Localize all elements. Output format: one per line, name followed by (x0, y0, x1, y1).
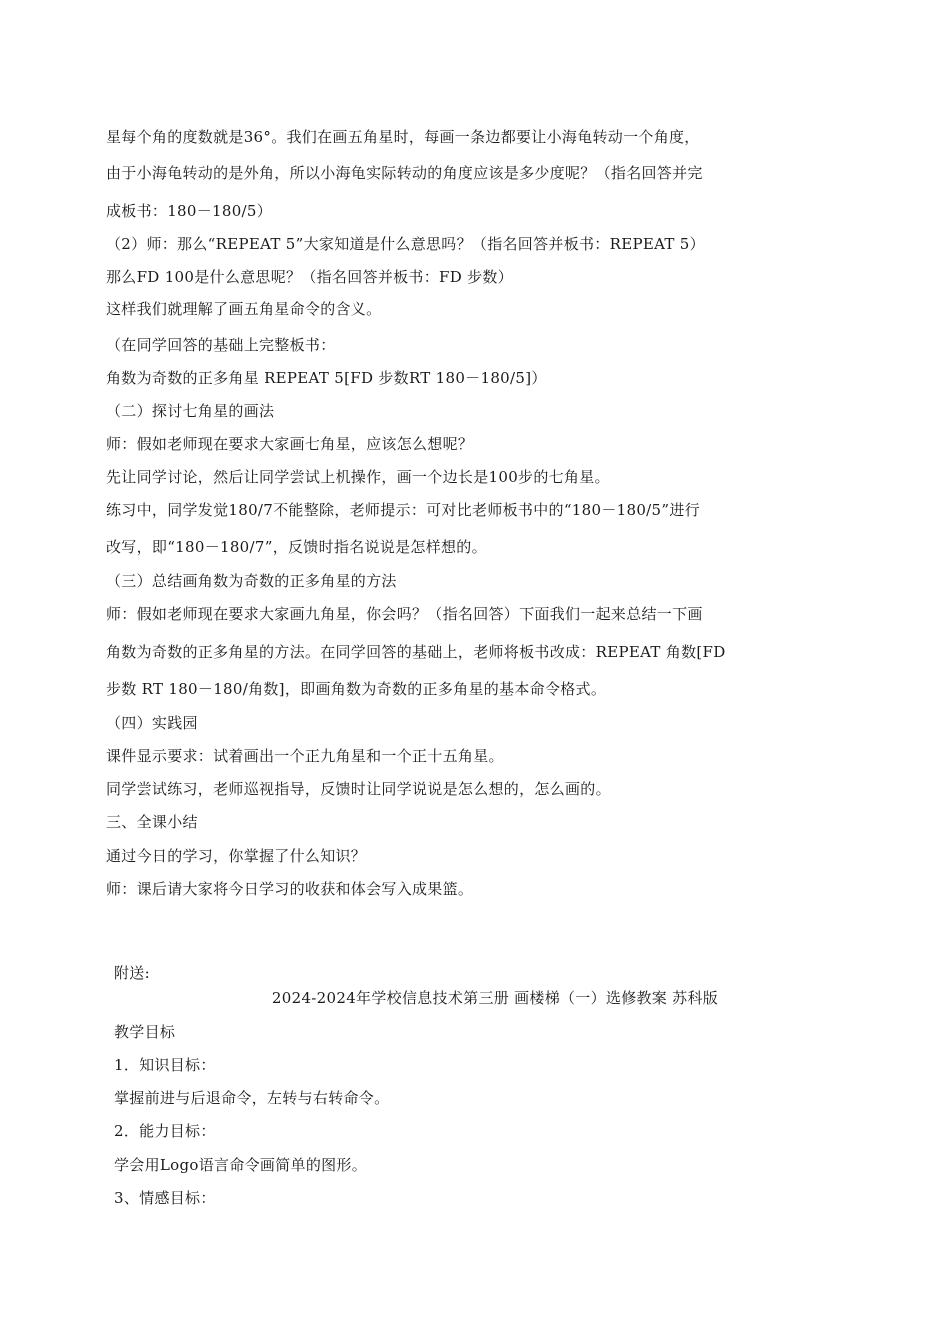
appendix-line: 1．知识目标： (114, 1056, 216, 1074)
appendix-label: 附送: (114, 964, 150, 982)
body-line: 通过今日的学习，你掌握了什么知识？ (106, 847, 367, 865)
body-line: 师：假如老师现在要求大家画九角星，你会吗？（指名回答）下面我们一起来总结一下画 (106, 605, 703, 623)
body-line: 师：课后请大家将今日学习的收获和体会写入成果篮。 (106, 880, 474, 898)
appendix-line: 学会用Logo语言命令画简单的图形。 (114, 1156, 368, 1174)
body-line: 由于小海龟转动的是外角，所以小海龟实际转动的角度应该是多少度呢？（指名回答并完 (106, 164, 703, 182)
body-line: （2）师：那么“REPEAT 5”大家知道是什么意思吗？（指名回答并板书：REPEAT 5） (106, 235, 705, 253)
body-line: 角数为奇数的正多角星 REPEAT 5[FD 步数RT 180－180/5]） (106, 369, 547, 387)
body-line: 改写，即“180－180/7”，反馈时指名说说是怎样想的。 (106, 538, 487, 556)
body-line: 角数为奇数的正多角星的方法。在同学回答的基础上，老师将板书改成：REPEAT 角数[FD (106, 643, 726, 661)
body-line: 步数 RT 180－180/角数]，即画角数为奇数的正多角星的基本命令格式。 (106, 680, 607, 698)
appendix-line: 3、情感目标： (114, 1189, 216, 1207)
appendix-title: 2024-2024年学校信息技术第三册 画楼梯（一）选修教案 苏科版 (271, 989, 719, 1007)
body-line: 同学尝试练习，老师巡视指导，反馈时让同学说说是怎么想的，怎么画的。 (106, 780, 611, 798)
appendix-line: 掌握前进与后退命令，左转与右转命令。 (114, 1089, 390, 1107)
body-line: 成板书：180－180/5） (106, 202, 273, 220)
body-line: 星每个角的度数就是36°。我们在画五角星时，每画一条边都要让小海龟转动一个角度， (106, 128, 700, 146)
body-line: 那么FD 100是什么意思呢？（指名回答并板书：FD 步数） (106, 268, 514, 286)
body-line: 先让同学讨论，然后让同学尝试上机操作，画一个边长是100步的七角星。 (106, 468, 610, 486)
body-line: 师：假如老师现在要求大家画七角星，应该怎么想呢？ (106, 435, 474, 453)
section-heading: （二）探讨七角星的画法 (106, 402, 275, 420)
body-line: 练习中，同学发觉180/7不能整除，老师提示：可对比老师板书中的“180－180/5”进行 (106, 501, 700, 519)
section-heading: 三、全课小结 (106, 813, 198, 831)
section-heading: （三）总结画角数为奇数的正多角星的方法 (106, 572, 397, 590)
appendix-line: 2．能力目标： (114, 1122, 216, 1140)
body-line: 这样我们就理解了画五角星命令的含义。 (106, 300, 382, 318)
body-line: 课件显示要求：试着画出一个正九角星和一个正十五角星。 (106, 747, 504, 765)
body-line: （在同学回答的基础上完整板书： (106, 336, 336, 354)
section-heading: （四）实践园 (106, 714, 198, 732)
appendix-line: 教学目标 (114, 1023, 176, 1041)
